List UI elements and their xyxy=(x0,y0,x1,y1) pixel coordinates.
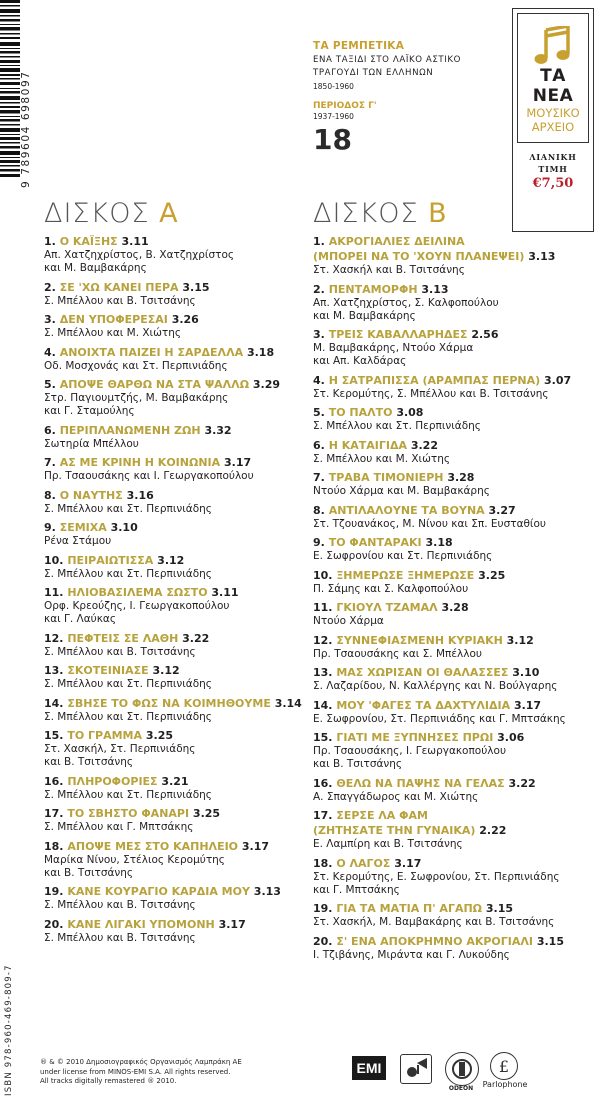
track-credits: Σ. Μπέλλου και Στ. Περπινιάδης xyxy=(44,567,212,580)
track-item xyxy=(313,808,598,851)
track-title-line xyxy=(313,438,598,453)
copyright-line-1: ® & © 2010 Δημοσιογραφικός Οργανισμός Λαμπράκη ΑΕ xyxy=(40,1058,242,1066)
track-item xyxy=(313,901,598,929)
track-item xyxy=(313,665,598,693)
track-credits: Απ. Χατζηχρίστος, Σ. Καλφοπούλου xyxy=(313,296,499,309)
track-title-line xyxy=(44,280,306,295)
parlophone-logo xyxy=(490,1052,518,1080)
track-title-line xyxy=(313,568,598,583)
track-item xyxy=(313,600,598,628)
track-credits: Μ. Βαμβακάρης, Ντούο Χάρμα xyxy=(313,342,474,354)
track-number: 7. xyxy=(44,456,56,469)
track-credits: και Απ. Καλδάρας xyxy=(313,355,407,367)
track-credits: και Γ. Σταμούλης xyxy=(44,405,135,417)
track-title: ΔΕΝ ΥΠΟΦΕΡΕΣΑΙ xyxy=(59,313,168,326)
parlophone-label: Parlophone xyxy=(482,1080,528,1089)
track-item xyxy=(313,438,598,466)
track-title-line xyxy=(44,234,306,249)
track-number: 17. xyxy=(313,809,333,822)
track-duration: 3.17 xyxy=(513,698,542,712)
track-title: Η ΚΑΤΑΙΓΙΔΑ xyxy=(328,438,407,452)
track-title-line xyxy=(44,520,306,535)
track-credits: Σ. Μπέλλου και Στ. Περπινιάδης xyxy=(44,710,212,723)
series-info xyxy=(313,40,503,156)
track-title: Η ΣΑΤΡΑΠΙΣΣΑ (ΑΡΑΜΠΑΣ ΠΕΡΝΑ) xyxy=(328,373,541,387)
track-title: ΤΟ ΓΡΑΜΜΑ xyxy=(67,729,143,742)
track-item xyxy=(313,633,598,661)
track-number: 20. xyxy=(44,917,64,931)
track-credits: Ορφ. Κρεούζης, Ι. Γεωργακοπούλου xyxy=(44,600,230,612)
track-title: ΚΑΝΕ ΛΙΓΑΚΙ ΥΠΟΜΟΝΗ xyxy=(67,917,215,931)
track-title-line xyxy=(313,373,598,388)
track-title-continued: (ΖΗΤΗΣΑΤΕ ΤΗΝ ΓΥΝΑΙΚΑ) xyxy=(313,824,476,837)
copyright-line-2: under license from MINOS-EMI S.A. All rights reserved. xyxy=(40,1067,231,1076)
track-number: 11. xyxy=(313,601,333,614)
track-title-line xyxy=(313,776,598,791)
track-number: 16. xyxy=(44,774,64,788)
track-item xyxy=(44,806,306,834)
music-note-icon xyxy=(534,26,572,66)
track-credits: Απ. Χατζηχρίστος, Β. Χατζηχρίστος xyxy=(44,249,235,261)
track-credits: και Β. Τσιτσάνης xyxy=(44,756,134,768)
track-item xyxy=(44,280,306,308)
track-credits: Ντούο Χάρμα και Μ. Βαμβακάρης xyxy=(313,485,490,497)
track-item xyxy=(313,934,598,962)
track-duration: 3.13 xyxy=(528,250,556,263)
track-credits: Πρ. Τσαουσάκης και Σ. Μπέλλου xyxy=(313,647,482,660)
track-title-line xyxy=(313,934,598,949)
track-item xyxy=(313,698,598,726)
track-duration: 3.18 xyxy=(425,536,453,549)
track-number: 11. xyxy=(44,586,64,599)
track-item xyxy=(313,470,598,498)
track-number: 4. xyxy=(313,373,325,387)
track-number: 8. xyxy=(44,488,56,502)
track-item xyxy=(313,568,598,596)
track-item xyxy=(44,917,306,945)
track-title-line xyxy=(313,535,598,550)
track-title: ΓΚΙΟΥΛ ΤΖΑΜΑΛ xyxy=(336,601,438,614)
series-period: ΠΕΡΙΟΔΟΣ Γ' xyxy=(313,101,377,111)
track-number: 14. xyxy=(44,696,64,710)
price-label-2: ΤΙΜΗ xyxy=(538,164,568,174)
track-title: ΘΕΛΩ ΝΑ ΠΑΨΗΣ ΝΑ ΓΕΛΑΣ xyxy=(336,776,505,790)
track-item xyxy=(44,234,306,275)
track-title: ΑΠΟΨΕ ΘΑΡΘΩ ΝΑ ΣΤΑ ΨΑΛΛΩ xyxy=(59,378,250,391)
track-duration: 3.11 xyxy=(121,235,149,248)
track-duration: 3.12 xyxy=(506,633,534,647)
brand-box xyxy=(512,8,594,232)
brand-line-1: ΜΟΥΣΙΚΟ xyxy=(526,106,580,120)
track-title-line xyxy=(44,774,306,789)
track-credits: Στ. Χασκήλ και Β. Τσιτσάνης xyxy=(313,264,465,276)
track-title: ΠΕΡΙΠΛΑΝΩΜΕΝΗ ΖΩΗ xyxy=(59,423,201,437)
track-duration: 3.28 xyxy=(447,471,475,484)
track-title-line xyxy=(313,470,598,485)
track-title-line xyxy=(313,633,598,648)
track-number: 5. xyxy=(313,406,325,419)
track-title-line xyxy=(44,663,306,678)
track-duration: 3.08 xyxy=(396,406,424,419)
track-credits: Στ. Τζουανάκος, Μ. Νίνου και Σπ. Ευσταθίου xyxy=(313,517,546,530)
track-credits: Σ. Μπέλλου και Β. Τσιτσάνης xyxy=(44,931,196,944)
track-number: 7. xyxy=(313,471,325,484)
track-duration: 3.17 xyxy=(241,839,270,853)
track-duration: 3.13 xyxy=(253,885,281,898)
track-credits: Οδ. Μοσχονάς και Στ. Περπινιάδης xyxy=(44,359,228,372)
track-number: 2. xyxy=(313,282,325,296)
track-duration: 3.17 xyxy=(218,917,246,931)
track-duration: 3.10 xyxy=(110,521,138,534)
track-title-line xyxy=(313,234,598,249)
series-subtitle-2: ΤΡΑΓΟΥΔΙ ΤΩΝ ΕΛΛΗΝΩΝ xyxy=(313,68,434,78)
track-number: 18. xyxy=(44,839,64,853)
track-credits: Ε. Σωφρονίου και Στ. Περπινιάδης xyxy=(313,550,493,562)
track-title-line xyxy=(44,806,306,821)
track-duration: 3.12 xyxy=(157,553,185,567)
track-credits: και Β. Τσιτσάνης xyxy=(313,758,403,770)
track-item xyxy=(44,884,306,912)
track-item xyxy=(44,312,306,340)
track-credits: Σ. Μπέλλου και Β. Τσιτσάνης xyxy=(44,294,196,307)
track-duration: 3.15 xyxy=(485,902,514,915)
track-item xyxy=(44,774,306,802)
track-title: ΓΙΑ ΤΑ ΜΑΤΙΑ Π' ΑΓΑΠΩ xyxy=(336,902,483,915)
track-credits: Ε. Λαμπίρη και Β. Τσιτσάνης xyxy=(313,838,463,850)
track-number: 19. xyxy=(313,902,333,915)
track-title-line xyxy=(44,423,306,438)
track-item xyxy=(313,327,598,368)
track-credits: και Β. Τσιτσάνης xyxy=(44,866,134,879)
track-title-line xyxy=(313,600,598,615)
track-item xyxy=(44,455,306,483)
track-credits: Ε. Σωφρονίου, Στ. Περπινιάδης και Γ. Μπτσάκης xyxy=(313,712,566,725)
track-item xyxy=(313,535,598,563)
track-duration: 3.17 xyxy=(223,456,252,469)
isbn: ISBN 978-960-469-809-7 xyxy=(4,964,14,1096)
track-title: Ο ΚΑΪΞΗΣ xyxy=(59,235,118,248)
track-title-line-2 xyxy=(313,823,598,838)
track-title: ΜΟΥ 'ΦΑΓΕΣ ΤΑ ΔΑΧΤΥΛΙΔΙΑ xyxy=(336,698,511,712)
disc-b-tracklist xyxy=(313,234,598,966)
track-title-line xyxy=(313,282,598,297)
track-credits: Σ. Μπέλλου και Στ. Περπινιάδης xyxy=(44,502,212,515)
track-number: 20. xyxy=(313,934,333,948)
track-item xyxy=(44,520,306,548)
track-title-line xyxy=(44,488,306,503)
track-item xyxy=(44,696,306,724)
track-title-line xyxy=(313,698,598,713)
track-number: 13. xyxy=(44,664,64,677)
track-item xyxy=(44,345,306,373)
track-item xyxy=(44,631,306,659)
track-title-line xyxy=(44,312,306,327)
track-title: Σ' ΕΝΑ ΑΠΟΚΡΗΜΝΟ ΑΚΡΟΓΙΑΛΙ xyxy=(336,934,533,948)
track-title-line xyxy=(44,728,306,743)
track-duration: 3.25 xyxy=(192,807,221,820)
track-title-continued: (ΜΠΟΡΕΙ ΝΑ ΤΟ 'ΧΟΥΝ ΠΛΑΝΕΨΕΙ) xyxy=(313,250,525,263)
brand-line-2: ΑΡΧΕΙΟ xyxy=(531,120,575,134)
track-credits: Α. Σπαγγάδωρος και Μ. Χιώτης xyxy=(313,790,479,803)
series-subtitle-1: ΕΝΑ ΤΑΞΙΔΙ ΣΤΟ ΛΑΪΚΟ ΑΣΤΙΚΟ xyxy=(313,55,461,65)
track-item xyxy=(44,377,306,418)
track-credits: Σ. Μπέλλου και Β. Τσιτσάνης xyxy=(44,899,196,911)
barcode-number: 9 789604 698097 xyxy=(20,70,32,188)
disc-a-tracklist xyxy=(44,234,306,949)
track-item xyxy=(313,776,598,804)
track-number: 6. xyxy=(313,438,325,452)
track-number: 5. xyxy=(44,378,56,391)
track-title-line xyxy=(313,405,598,420)
track-item xyxy=(313,373,598,401)
track-title: ΑΚΡΟΓΙΑΛΙΕΣ ΔΕΙΛΙΝΑ xyxy=(328,235,465,248)
track-number: 10. xyxy=(44,553,64,567)
track-title: ΚΑΝΕ ΚΟΥΡΑΓΙΟ ΚΑΡΔΙΑ ΜΟΥ xyxy=(67,885,250,898)
track-title: Ο ΛΑΓΟΣ xyxy=(336,856,391,870)
track-duration: 3.11 xyxy=(211,586,239,599)
track-title: ΣΕΜΙΧΑ xyxy=(59,521,107,534)
track-title: ΜΑΣ ΧΩΡΙΣΑΝ ΟΙ ΘΑΛΑΣΣΕΣ xyxy=(336,666,509,679)
track-credits: Πρ. Τσαουσάκης, Ι. Γεωργακοπούλου xyxy=(313,745,507,757)
track-title-line xyxy=(44,553,306,568)
track-credits: και Γ. Λαύκας xyxy=(44,613,116,625)
track-title-line xyxy=(44,839,306,854)
copyright-line-3: All tracks digitally remastered ® 2010. xyxy=(40,1077,177,1085)
track-title: ΤΟ ΦΑΝΤΑΡΑΚΙ xyxy=(328,536,422,549)
track-number: 10. xyxy=(313,568,333,582)
track-credits: Σ. Μπέλλου και Γ. Μπτσάκης xyxy=(44,821,194,833)
track-number: 3. xyxy=(313,328,325,341)
track-credits: Στ. Κερομύτης, Ε. Σωφρονίου, Στ. Περπινιάδης xyxy=(313,870,560,883)
track-title: Ο ΝΑΥΤΗΣ xyxy=(59,488,123,502)
track-credits: Μαρίκα Νίνου, Στέλιος Κερομύτης xyxy=(44,853,225,866)
track-duration: 3.18 xyxy=(246,345,275,359)
track-credits: Σ. Μπέλλου και Μ. Χιώτης xyxy=(44,327,182,339)
track-credits: Ντούο Χάρμα xyxy=(313,615,384,627)
track-credits: Ι. Τζιβάνης, Μιράντα και Γ. Λυκούδης xyxy=(313,948,510,961)
track-number: 1. xyxy=(44,235,56,248)
track-title: ΣΒΗΣΕ ΤΟ ΦΩΣ ΝΑ ΚΟΙΜΗΘΟΥΜΕ xyxy=(67,696,271,710)
track-number: 12. xyxy=(44,631,64,645)
track-credits: Π. Σάμης και Σ. Καλφοπούλου xyxy=(313,582,469,595)
track-item xyxy=(313,730,598,771)
track-credits: Στ. Χασκήλ, Μ. Βαμβακάρης και Β. Τσιτσάνης xyxy=(313,916,555,928)
track-credits: Σ. Μπέλλου και Στ. Περπινιάδης xyxy=(44,788,212,801)
track-title: ΤΟ ΠΑΛΤΟ xyxy=(328,406,393,419)
track-duration: 3.22 xyxy=(182,631,210,645)
series-years: 1850-1960 xyxy=(313,82,354,91)
track-title-line xyxy=(44,917,306,932)
track-duration: 3.32 xyxy=(204,423,232,437)
price: €7,50 xyxy=(532,176,574,191)
track-number: 16. xyxy=(313,776,333,790)
track-duration: 2.22 xyxy=(479,824,507,837)
label-logos xyxy=(300,1050,600,1095)
track-number: 18. xyxy=(313,856,333,870)
track-duration: 3.28 xyxy=(441,601,469,614)
track-item xyxy=(313,503,598,531)
odeon-label: ODEON xyxy=(448,1085,474,1092)
track-duration: 3.27 xyxy=(488,503,516,517)
track-item xyxy=(313,856,598,897)
track-duration: 3.21 xyxy=(161,774,189,788)
emi-logo: EMI xyxy=(352,1056,386,1080)
track-item xyxy=(44,663,306,691)
track-number: 8. xyxy=(313,503,325,517)
track-credits: Πρ. Τσαουσάκης και Ι. Γεωργακοπούλου xyxy=(44,470,254,482)
track-number: 15. xyxy=(313,731,333,744)
price-box xyxy=(513,151,593,191)
track-credits: και Γ. Μπτσάκης xyxy=(313,883,400,896)
track-duration: 3.13 xyxy=(421,282,449,296)
brand-name: ΤΑ ΝΕΑ xyxy=(532,66,574,106)
track-title-line xyxy=(44,377,306,392)
track-title-line-2 xyxy=(313,249,598,264)
track-duration: 3.26 xyxy=(171,313,199,326)
track-number: 15. xyxy=(44,729,64,742)
track-title: ΠΕΙΡΑΙΩΤΙΣΣΑ xyxy=(67,553,154,567)
track-item xyxy=(44,488,306,516)
track-duration: 3.07 xyxy=(544,373,572,387)
track-title-line xyxy=(44,631,306,646)
track-title-line xyxy=(313,665,598,680)
track-number: 14. xyxy=(313,698,333,712)
track-duration: 3.06 xyxy=(497,731,525,744)
track-title-line xyxy=(313,856,598,871)
track-duration: 3.15 xyxy=(182,280,210,294)
track-title-line xyxy=(313,730,598,745)
disc-a-title: ΔΙΣΚΟΣ A xyxy=(44,198,179,229)
track-duration: 3.10 xyxy=(512,666,540,679)
track-credits: Σωτηρία Μπέλλου xyxy=(44,437,139,450)
track-item xyxy=(44,585,306,626)
track-title: ΗΛΙΟΒΑΣΙΛΕΜΑ ΣΩΣΤΟ xyxy=(67,586,208,599)
track-credits: Σ. Λαζαρίδου, Ν. Καλλέργης και Ν. Βούλγαρης xyxy=(313,680,558,692)
track-title-line xyxy=(44,585,306,600)
track-title: ΠΕΦΤΕΙΣ ΣΕ ΛΑΘΗ xyxy=(67,631,179,645)
track-title: ΣΕ 'ΧΩ ΚΑΝΕΙ ΠΕΡΑ xyxy=(59,280,179,294)
svg-text:£: £ xyxy=(498,1057,510,1076)
track-title: ΤΡΑΒΑ ΤΙΜΟΝΙΕΡΗ xyxy=(328,471,444,484)
track-duration: 3.22 xyxy=(410,438,438,452)
track-item xyxy=(313,234,598,277)
track-title-line xyxy=(44,696,306,711)
track-item xyxy=(313,405,598,433)
track-credits: Στ. Κερομύτης, Σ. Μπέλλου και Β. Τσιτσάνης xyxy=(313,387,549,400)
track-number: 9. xyxy=(313,536,325,549)
track-duration: 3.22 xyxy=(508,776,536,790)
track-number: 2. xyxy=(44,280,56,294)
track-title: ΞΗΜΕΡΩΣΕ ΞΗΜΕΡΩΣΕ xyxy=(336,568,475,582)
track-title: ΣΕΡΣΕ ΛΑ ΦΑΜ xyxy=(336,809,428,822)
track-duration: 3.25 xyxy=(478,568,506,582)
track-duration: 3.15 xyxy=(536,934,564,948)
track-number: 12. xyxy=(313,633,333,647)
track-duration: 3.12 xyxy=(152,664,180,677)
track-duration: 2.56 xyxy=(471,328,499,341)
track-item xyxy=(44,423,306,451)
track-title: ΑΝΤΙΛΑΛΟΥΝΕ ΤΑ ΒΟΥΝΑ xyxy=(328,503,485,517)
track-credits: Σ. Μπέλλου και Β. Τσιτσάνης xyxy=(44,645,196,658)
track-duration: 3.14 xyxy=(274,696,302,710)
series-title: ΤΑ ΡΕΜΠΕΤΙΚΑ xyxy=(313,40,405,52)
track-item xyxy=(313,282,598,323)
track-credits: Στ. Χασκήλ, Στ. Περπινιάδης xyxy=(44,743,196,755)
track-title: ΤΡΕΙΣ ΚΑΒΑΛΛΑΡΗΔΕΣ xyxy=(328,328,468,341)
track-credits: και Μ. Βαμβακάρης xyxy=(313,309,416,322)
track-item xyxy=(44,553,306,581)
his-masters-voice-logo xyxy=(400,1054,432,1084)
track-duration: 3.25 xyxy=(145,729,174,742)
track-title-line xyxy=(313,901,598,916)
track-number: 9. xyxy=(44,521,56,534)
track-number: 6. xyxy=(44,423,56,437)
track-number: 17. xyxy=(44,807,64,820)
track-number: 1. xyxy=(313,235,325,248)
track-title: ΠΕΝΤΑΜΟΡΦΗ xyxy=(328,282,418,296)
track-title-line xyxy=(313,808,598,823)
track-item xyxy=(44,728,306,769)
track-credits: Στρ. Παγιουμτζής, Μ. Βαμβακάρης xyxy=(44,392,229,404)
track-duration: 3.17 xyxy=(394,856,422,870)
track-item xyxy=(44,839,306,880)
track-title: ΑΣ ΜΕ ΚΡΙΝΗ Η ΚΟΙΝΩΝΙΑ xyxy=(59,456,221,469)
track-title-line xyxy=(313,503,598,518)
track-title-line xyxy=(44,345,306,360)
track-title: ΑΠΟΨΕ ΜΕΣ ΣΤΟ ΚΑΠΗΛΕΙΟ xyxy=(67,839,239,853)
track-credits: Σ. Μπέλλου και Στ. Περπινιάδης xyxy=(313,420,481,432)
price-label-1: ΛΙΑΝΙΚΗ xyxy=(529,152,577,162)
track-credits: Σ. Μπέλλου και Μ. Χιώτης xyxy=(313,452,451,465)
track-number: 13. xyxy=(313,666,333,679)
track-title: ΑΝΟΙΧΤΑ ΠΑΙΖΕΙ Η ΣΑΡΔΕΛΛΑ xyxy=(59,345,244,359)
track-duration: 3.29 xyxy=(252,378,281,391)
track-number: 4. xyxy=(44,345,56,359)
track-title: ΣΥΝΝΕΦΙΑΣΜΕΝΗ ΚΥΡΙΑΚΗ xyxy=(336,633,503,647)
copyright xyxy=(40,1058,280,1087)
disc-b-title: ΔΙΣΚΟΣ B xyxy=(313,198,448,229)
track-duration: 3.16 xyxy=(126,488,154,502)
volume-number: 18 xyxy=(313,123,352,156)
track-title-line xyxy=(44,884,306,899)
track-number: 19. xyxy=(44,885,64,898)
track-credits: Ρένα Στάμου xyxy=(44,535,112,547)
series-period-years: 1937-1960 xyxy=(313,112,354,121)
track-title: ΣΚΟΤΕΙΝΙΑΣΕ xyxy=(67,664,149,677)
track-title: ΤΟ ΣΒΗΣΤΟ ΦΑΝΑΡΙ xyxy=(67,807,190,820)
track-title-line xyxy=(44,455,306,470)
odeon-logo xyxy=(445,1052,479,1086)
track-title-line xyxy=(313,327,598,342)
track-credits: Σ. Μπέλλου και Στ. Περπινιάδης xyxy=(44,678,212,690)
track-credits: και Μ. Βαμβακάρης xyxy=(44,262,147,274)
track-title: ΓΙΑΤΙ ΜΕ ΞΥΠΝΗΣΕΣ ΠΡΩΙ xyxy=(336,731,494,744)
track-number: 3. xyxy=(44,313,56,326)
track-title: ΠΛΗΡΟΦΟΡΙΕΣ xyxy=(67,774,158,788)
